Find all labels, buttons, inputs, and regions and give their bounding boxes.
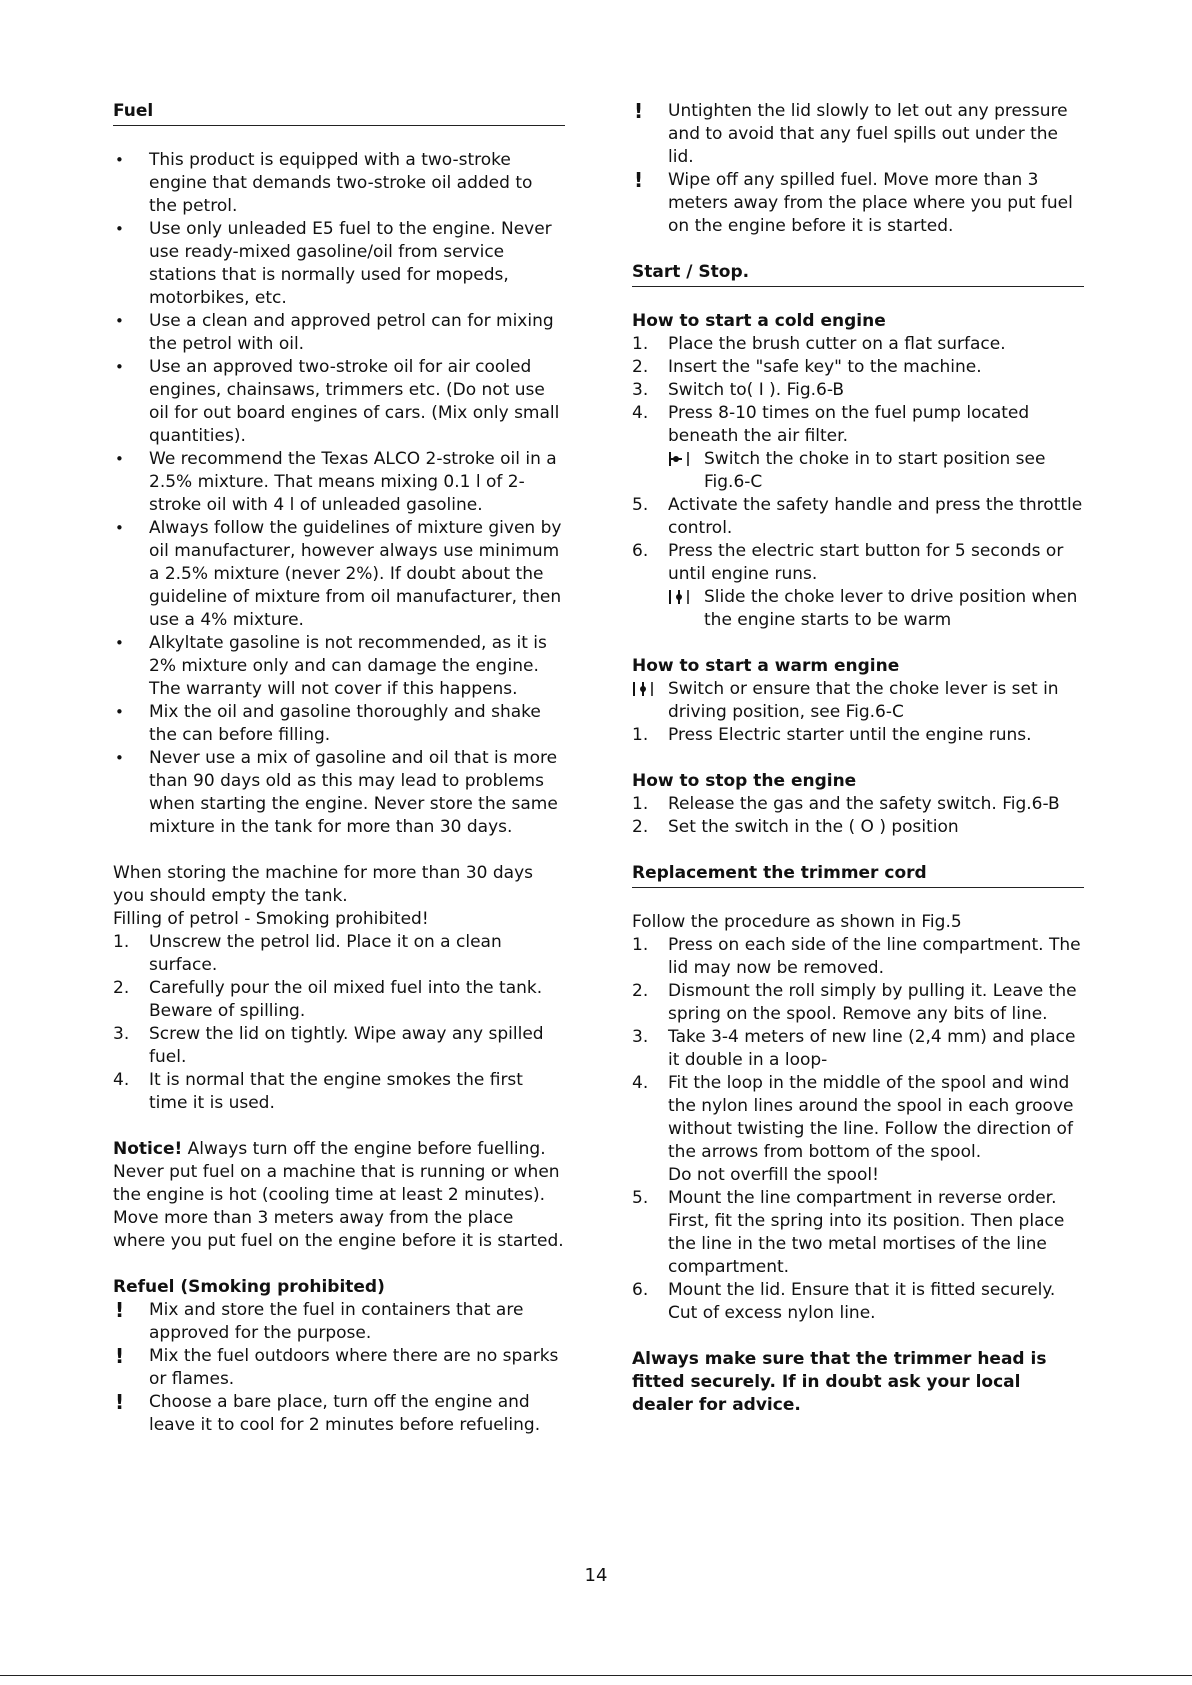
warning-icon: ! [634,99,644,123]
warning-icon: ! [115,1344,125,1368]
bullet-marker: • [115,703,124,721]
warm-steps-list [632,678,1084,747]
final-safety-note: Always make sure that the trimmer head is fitted securely. If in doubt ask your local dealer for advice. [632,1349,1047,1415]
list-item: 2. Set the switch in the ( O ) position [632,817,959,837]
list-item: ! Mix the fuel outdoors where there are no sparks or flames. [115,1344,559,1389]
warm-engine-heading: How to start a warm engine [632,656,900,676]
bullet-marker: • [115,519,124,537]
list-item: 5. Activate the safety handle and press the throttle control. [632,495,1083,538]
warning-icon: ! [634,168,644,192]
bullet-marker: • [115,312,124,330]
choke-note: Slide the choke lever to drive position when the engine starts to be warm [632,586,1084,632]
bullet-marker: • [115,151,124,169]
list-item: • Mix the oil and gasoline thoroughly and shake the can before filling. [115,702,541,745]
notice-paragraph [113,1138,565,1253]
list-item: 3. Take 3-4 meters of new line (2,4 mm) and place it double in a loop- [632,1027,1076,1070]
list-item: ! Untighten the lid slowly to let out any pressure and to avoid that any fuel spills out under the lid. [634,99,1068,167]
start-stop-heading: Start / Stop. [632,261,1084,287]
list-item: • Always follow the guidelines of mixture given by oil manufacturer, however always use minimum a 2.5% mixture (never 2%). If doubt about the guideline of mixture from oil manufacturer, then use a 4% mixture. [115,518,562,630]
list-item: ! Mix and store the fuel in containers that are approved for the purpose. [115,1298,524,1343]
stop-engine-heading: How to stop the engine [632,771,857,791]
choke-note: Switch the choke in to start position see Fig.6-C [632,448,1084,494]
list-item: • This product is equipped with a two-stroke engine that demands two-stroke oil added to the petrol. [115,150,533,216]
storing-paragraph: When storing the machine for more than 30 days you should empty the tank. [113,863,534,906]
list-item: 2. Carefully pour the oil mixed fuel into the tank. Beware of spilling. [113,978,543,1021]
list-item: 6. Press the electric start button for 5 seconds or until engine runs. [632,541,1064,584]
list-item: • Use an approved two-stroke oil for air cooled engines, chainsaws, trimmers etc. (Do not use oil for out board engines of cars. (Mix only small quantities). [115,357,560,446]
cold-steps-list [632,333,1084,632]
list-item: 3. Screw the lid on tightly. Wipe away any spilled fuel. [113,1024,544,1067]
choke-drive-icon [668,588,690,606]
list-item: • We recommend the Texas ALCO 2-stroke oil in a 2.5% mixture. That means mixing 0.1 l of 2-stroke oil with 4 l of unleaded gasoline. [115,449,557,515]
filling-steps-list [113,931,565,1115]
page-number: 14 [584,1565,608,1586]
notice-label: Notice! [113,1139,183,1159]
refuel-heading: Refuel (Smoking prohibited) [113,1277,385,1297]
list-item: • Use only unleaded E5 fuel to the engine. Never use ready-mixed gasoline/oil from service stations that is normally used for mopeds, motorbikes, etc. [115,219,552,308]
list-item: • Alkyltate gasoline is not recommended, as it is 2% mixture only and can damage the engine. The warranty will not cover if this happens. [115,633,547,699]
list-item: • Never use a mix of gasoline and oil that is more than 90 days old as this may lead to problems when starting the engine. Never store the same mixture in the tank for more than 30 days. [115,748,558,837]
list-item: 1. Release the gas and the safety switch. Fig.6-B [632,794,1060,814]
bullet-marker: • [115,634,124,652]
choke-note: Switch or ensure that the choke lever is set in driving position, see Fig.6-C [632,678,1084,724]
list-item: ! Choose a bare place, turn off the engine and leave it to cool for 2 minutes before refueling. [115,1390,541,1435]
cord-intro: Follow the procedure as shown in Fig.5 [632,912,962,932]
list-item: 4. Fit the loop in the middle of the spool and wind the nylon lines around the spool in each groove without twisting the line. Follow the direction of the arrows from bottom of the spool. Do not overfill the spool! [632,1073,1074,1185]
list-item: 1. Press on each side of the line compartment. The lid may now be removed. [632,935,1081,978]
fuel-bullet-list [113,149,565,839]
bullet-marker: • [115,220,124,238]
list-item: 2. Insert the "safe key" to the machine. [632,357,982,377]
filling-heading: Filling of petrol - Smoking prohibited! [113,909,429,929]
notice-text: Always turn off the engine before fuelling. Never put fuel on a machine that is running or when the engine is hot (cooling time at least 2 minutes). Move more than 3 meters away from the place where you put fuel on the engine before it is started. [113,1139,564,1251]
list-item: • Use a clean and approved petrol can for mixing the petrol with oil. [115,311,554,354]
fuel-heading: Fuel [113,100,565,126]
list-item: ! Wipe off any spilled fuel. Move more than 3 meters away from the place where you put fuel on the engine before it is started. [634,168,1073,236]
stop-steps-list [632,793,1084,839]
choke-start-icon [668,450,690,468]
list-item: 4. Press 8-10 times on the fuel pump located beneath the air filter. [632,403,1030,446]
list-item: 1. Place the brush cutter on a flat surface. [632,334,1006,354]
warning-icon: ! [115,1390,125,1414]
list-item: 2. Dismount the roll simply by pulling it. Leave the spring on the spool. Remove any bits of line. [632,981,1077,1024]
choke-drive-icon [632,680,654,698]
refuel-warning-list [113,1299,565,1437]
overfill-note: Do not overfill the spool! [668,1165,879,1185]
cord-steps-list [632,934,1084,1325]
list-item: 3. Switch to( I ). Fig.6-B [632,380,845,400]
list-item: 5. Mount the line compartment in reverse order. First, fit the spring into its position. Then place the line in the two metal mortises of the line compartment. [632,1188,1065,1277]
cold-engine-heading: How to start a cold engine [632,311,886,331]
left-column [113,100,565,1437]
right-column [632,100,1084,1417]
list-item: 6. Mount the lid. Ensure that it is fitted securely. Cut of excess nylon line. [632,1280,1056,1323]
list-item: 1. Unscrew the petrol lid. Place it on a clean surface. [113,932,502,975]
list-item: 1. Press Electric starter until the engine runs. [632,725,1032,745]
bullet-marker: • [115,749,124,767]
warning-icon: ! [115,1298,125,1322]
trimmer-cord-heading: Replacement the trimmer cord [632,862,1084,888]
bullet-marker: • [115,450,124,468]
list-item: 4. It is normal that the engine smokes the first time it is used. [113,1070,523,1113]
top-warning-list [632,100,1084,238]
bullet-marker: • [115,358,124,376]
bottom-divider [0,1675,1192,1676]
